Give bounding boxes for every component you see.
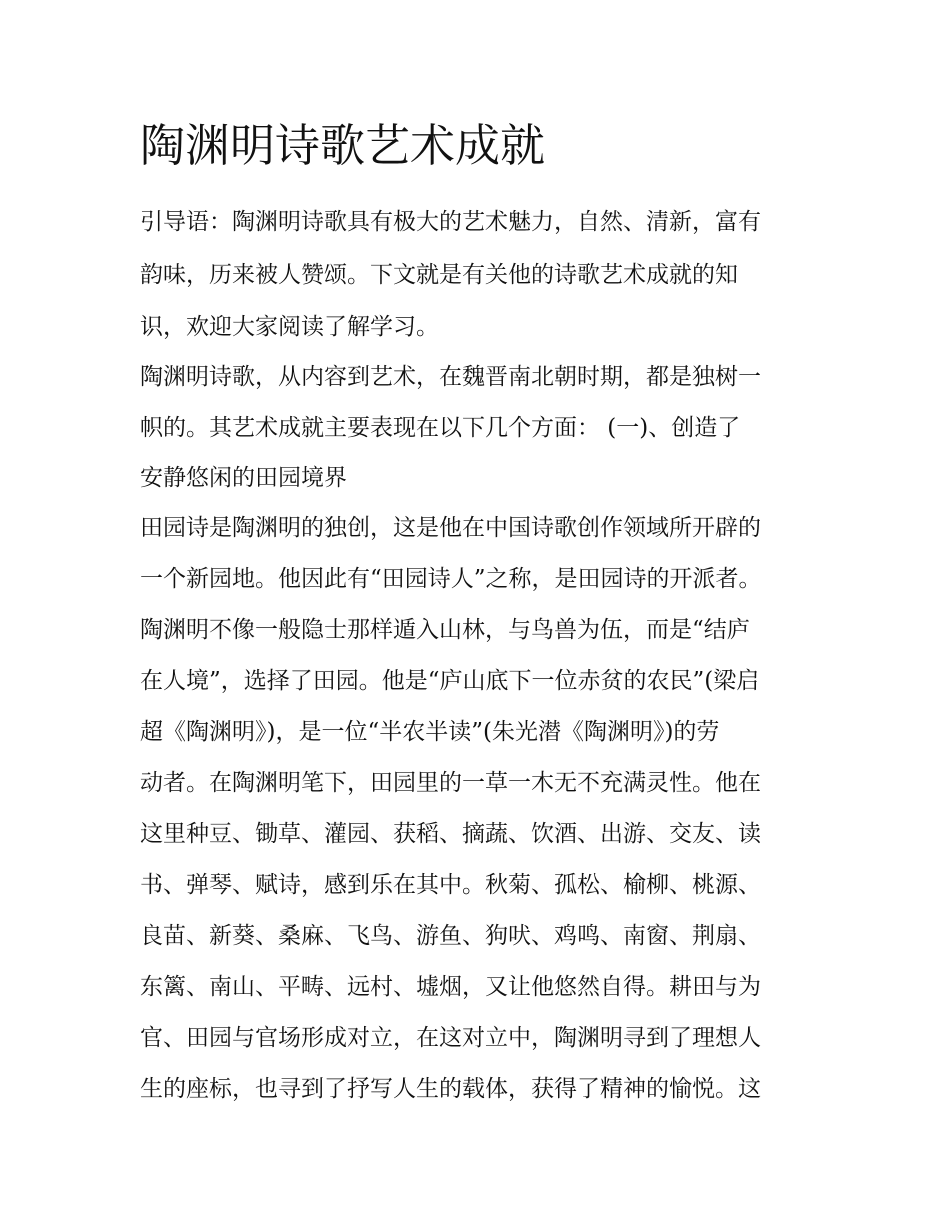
text-line-para2-6: 动者。在陶渊明笔下，田园里的一草一木无不充满灵性。他在 [140, 770, 761, 796]
text-line-para1-2: 帜的。其艺术成就主要表现在以下几个方面： (一)、创造了 [140, 415, 741, 441]
text-line-para1-3: 安静悠闲的田园境界 [140, 465, 347, 491]
text-line-para2-10: 东篱、南山、平畴、远村、墟烟，又让他悠然自得。耕田与为 [140, 974, 761, 1000]
page-title: 陶渊明诗歌艺术成就 [140, 119, 546, 172]
text-line-intro-1: 引导语：陶渊明诗歌具有极大的艺术魅力，自然、清新，富有 [140, 209, 761, 235]
text-line-para2-3: 陶渊明不像一般隐士那样遁入山林，与鸟兽为伍，而是“结庐 [140, 617, 750, 643]
text-line-intro-2: 韵味，历来被人赞颂。下文就是有关他的诗歌艺术成就的知 [140, 262, 738, 288]
text-line-para2-5: 超《陶渊明》)，是一位“半农半读”(朱光潜《陶渊明》)的劳 [140, 719, 720, 745]
text-line-para2-2: 一个新园地。他因此有“田园诗人”之称，是田园诗的开派者。 [140, 566, 762, 592]
text-line-para1-1: 陶渊明诗歌，从内容到艺术，在魏晋南北朝时期，都是独树一 [140, 364, 761, 390]
text-line-intro-3: 识，欢迎大家阅读了解学习。 [140, 314, 439, 340]
text-line-para2-7: 这里种豆、锄草、灌园、获稻、摘蔬、饮酒、出游、交友、读 [140, 821, 761, 847]
text-line-para2-8: 书、弹琴、赋诗，感到乐在其中。秋菊、孤松、榆柳、桃源、 [140, 872, 761, 898]
text-line-para2-11: 官、田园与官场形成对立，在这对立中，陶渊明寻到了理想人 [140, 1025, 761, 1051]
text-line-para2-12: 生的座标，也寻到了抒写人生的载体，获得了精神的愉悦。这 [140, 1076, 761, 1102]
text-line-para2-4: 在人境”，选择了田园。他是“庐山底下一位赤贫的农民”(梁启 [140, 668, 760, 694]
text-line-para2-9: 良苗、新葵、桑麻、飞鸟、游鱼、狗吠、鸡鸣、南窗、荆扇、 [140, 923, 761, 949]
text-line-para2-1: 田园诗是陶渊明的独创，这是他在中国诗歌创作领域所开辟的 [140, 515, 761, 541]
